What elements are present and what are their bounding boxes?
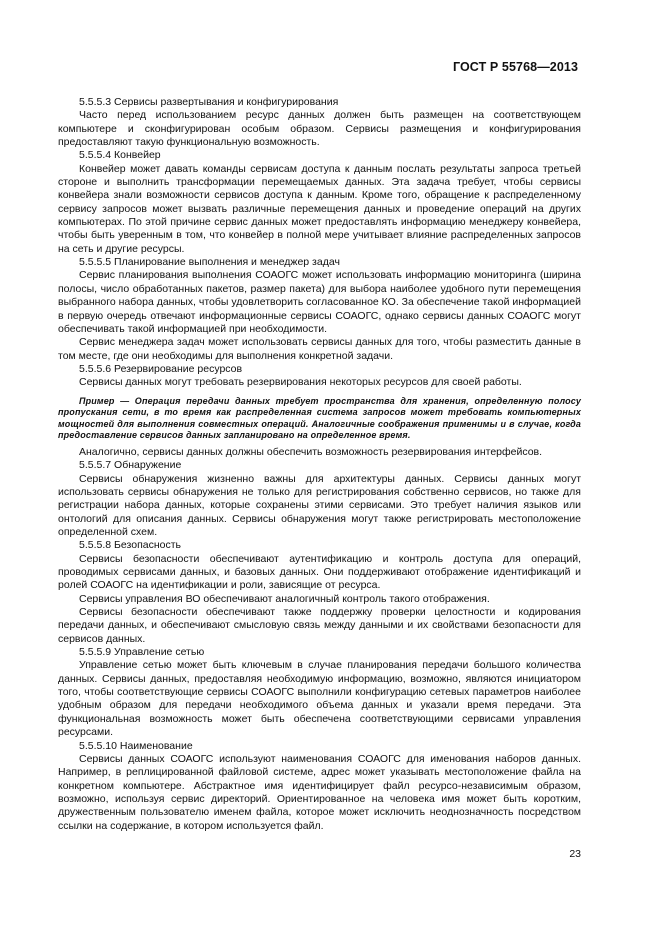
paragraph: Сервис планирования выполнения СОАОГС может использовать информацию мониторинга (ширина полосы, число обработанных пакетов, размер пакета) для выбора наиболее удобного пути перемещения выбранного набора данных, чтобы удовлетворить согласованное КО. За обеспечение такой информацией в первую очередь отвечают информационные сервисы СОАОГС, однако сервисы данных СОАОГС могут обеспечивать такой информацией при необходимости.	[58, 269, 582, 335]
paragraph: Сервисы безопасности обеспечивают также поддержку проверки целостности и кодирования передачи данных, и обеспечивают смысловую связь между данными и их свойствами безопасности для сервисов данных.	[58, 606, 581, 645]
section-heading: 5.5.5.8 Безопасность	[79, 539, 182, 552]
paragraph: Сервис менеджера задач может использовать сервисы данных для того, чтобы разместить данные в том месте, где они необходимы для выполнения конкретной задачи.	[58, 336, 581, 362]
section-heading: 5.5.5.4 Конвейер	[79, 149, 161, 162]
paragraph: Сервисы данных могут требовать резервирования некоторых ресурсов для своей работы.	[79, 376, 522, 389]
paragraph: Управление сетью может быть ключевым в случае планирования передачи большого количества данных. Сервисы данных, предоставляя необходимую информацию, возможно, являются инициатором того, чтобы соответствующие сервисы СОАОГС выполнили конфигурацию сетевых параметров наиболее удобным образом для передачи необходимого объема данных и указали время передачи. Эта функциональная возможность может быть обеспечена соответствующими сервисами управления ресурсами.	[58, 659, 581, 739]
page-number: 23	[569, 848, 581, 860]
section-heading: 5.5.5.7 Обнаружение	[79, 459, 182, 472]
paragraph: Сервисы данных СОАОГС используют наименования СОАОГС для именования наборов данных. Например, в реплицированной файловой системе, адрес может указывать местоположение файла на конкретном компьютере. Абстрактное имя идентифицирует файл ресурсо-независимым образом, возможно, используя сервис директорий. Ориентированное на человека имя может быть коротким, дружественным пользователю именем файла, которое может исключить неоднозначность посредством ссылки на содержание, в котором используется файл.	[58, 752, 581, 832]
paragraph: Аналогично, сервисы данных должны обеспечить возможность резервирования интерфейсов.	[79, 445, 543, 458]
section-heading: 5.5.5.6 Резервирование ресурсов	[79, 362, 243, 375]
section-heading: 5.5.5.5 Планирование выполнения и менеджер задач	[79, 256, 340, 269]
section-heading: 5.5.5.10 Наименование	[79, 739, 193, 752]
paragraph: Часто перед использованием ресурс данных должен быть размещен на соответствующем компьютере и сконфигурирован особым образом. Сервисы размещения и конфигурирования предоставляют такую функциональную возможность.	[58, 109, 581, 149]
example-note: Пример — Операция передачи данных требует пространства для хранения, определенную полосу пропускания сети, в то время как распределенная система запросов может требовать компьютерных мощностей для выполнения совместных операций. Аналогичные соображения применимы и в случае, когда предоставление сервисов данных запланировано на определенное время.	[58, 395, 581, 441]
section-heading: 5.5.5.9 Управление сетью	[79, 646, 205, 659]
document-body	[58, 96, 581, 833]
paragraph: Сервисы безопасности обеспечивают аутентификацию и контроль доступа для операций, проводимых сервисами данных, и базовых данных. Они поддерживают отображение идентификаций и ролей СОАОГС на идентификации и роли, зависящие от ресурса.	[58, 552, 581, 592]
paragraph: Сервисы обнаружения жизненно важны для архитектуры данных. Сервисы данных могут использовать сервисы обнаружения не только для регистрирования собственно сервисов, но также для регистрации набора данных, которые сохранены этими сервисами. Это требует наличия языков или онтологий для описания данных. Сервисы обнаружения могут также регистрировать местоположение определенной схем.	[58, 472, 581, 538]
document-code: ГОСТ Р 55768—2013	[452, 60, 578, 74]
paragraph: Сервисы управления ВО обеспечивают аналогичный контроль такого отображения.	[79, 592, 490, 605]
section-heading: 5.5.5.3 Сервисы развертывания и конфигурирования	[79, 96, 339, 108]
paragraph: Конвейер может давать команды сервисам доступа к данным послать результаты запроса третьей стороне и выполнить трансформации перемещаемых данных. Эта задача требует, чтобы сервисы конвейера знали возможности сервисов доступа к данным. Кроме того, обращение к распределенному сервису запросов может вызвать различные перемещения данных и проведение операций на других компьютерах. По этой причине сервис данных может предоставлять информацию менеджеру конвейера, чтобы быть уверенным в том, что конвейер в полной мере учитывает влияние распределенных запросов на сеть и другие ресурсы.	[58, 162, 581, 255]
